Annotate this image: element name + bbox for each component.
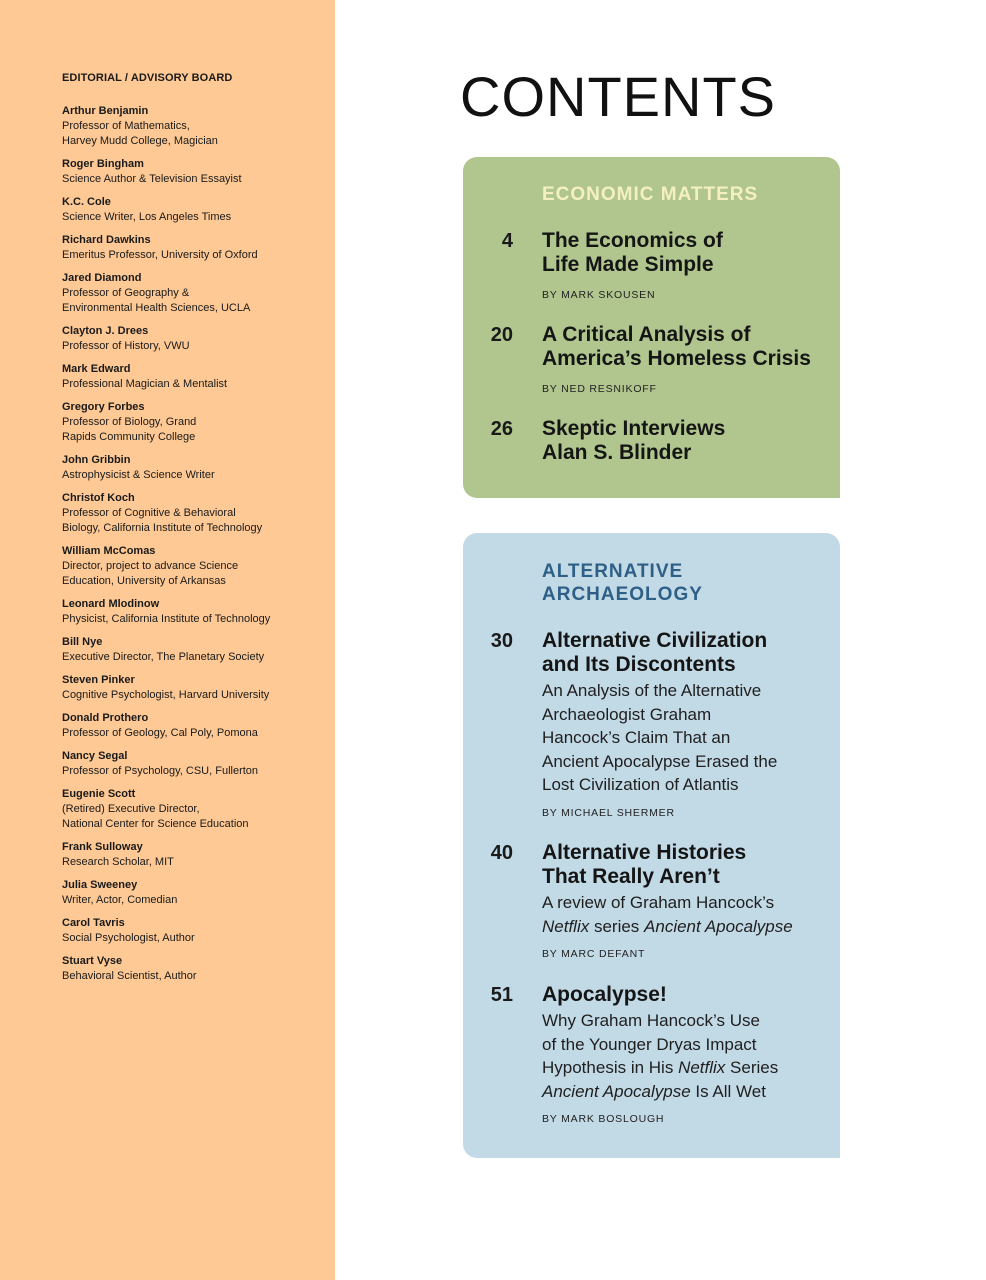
page-number: 40 [490,842,513,864]
member-name: William McComas [62,545,156,557]
article-title: Alternative Civilization and Its Discontents [542,629,768,676]
member-role: Behavioral Scientist, Author [62,970,197,982]
board-member [62,195,322,225]
board-member [62,787,322,832]
page-number: 4 [501,230,513,252]
article-author: BY MARC DEFANT [542,948,646,960]
board-member [62,749,322,779]
member-name: Carol Tavris [62,917,125,929]
article-description: An Analysis of the Alternative Archaeologist Graham Hancock’s Claim That an Ancient Apocalypse Erased the Lost Civilization of Atlantis [542,681,778,794]
member-name: Frank Sulloway [62,841,143,853]
article-title: Apocalypse! [542,983,667,1006]
member-name: Mark Edward [62,363,131,375]
member-role: Astrophysicist & Science Writer [62,469,215,481]
board-member [62,954,322,984]
board-member [62,104,322,149]
alternative-archaeology-panel [463,533,840,1158]
board-member [62,157,322,187]
member-name: Nancy Segal [62,750,128,762]
member-role: Professor of History, VWU [62,340,190,352]
member-name: Bill Nye [62,636,103,648]
board-member [62,878,322,908]
board-member [62,271,322,316]
article-author: BY NED RESNIKOFF [542,383,657,395]
member-role: Emeritus Professor, University of Oxford [62,249,258,261]
member-name: Steven Pinker [62,674,135,686]
board-member [62,491,322,536]
article-title: Skeptic Interviews Alan S. Blinder [542,417,726,464]
member-name: Julia Sweeney [62,879,138,891]
member-role: Professor of Biology, Grand Rapids Community College [62,416,197,443]
board-heading: EDITORIAL / ADVISORY BOARD [62,72,233,84]
article-author: BY MARK SKOUSEN [542,289,656,301]
member-role: (Retired) Executive Director, National Center for Science Education [62,803,249,830]
member-name: Christof Koch [62,492,135,504]
member-role: Science Author & Television Essayist [62,173,242,185]
member-name: Roger Bingham [62,158,144,170]
member-role: Professor of Geography & Environmental Health Sciences, UCLA [62,287,251,314]
contents-title: CONTENTS [460,65,776,128]
board-member [62,840,322,870]
member-name: Eugenie Scott [62,788,136,800]
member-role: Writer, Actor, Comedian [62,894,178,906]
member-name: Leonard Mlodinow [62,598,160,610]
page-number: 26 [490,418,513,440]
member-role: Executive Director, The Planetary Society [62,651,265,663]
board-member [62,711,322,741]
member-role: Professor of Psychology, CSU, Fullerton [62,765,259,777]
article-author: BY MICHAEL SHERMER [542,806,675,819]
board-member [62,544,322,589]
page-number: 30 [490,630,513,652]
member-role: Professor of Mathematics, Harvey Mudd College, Magician [62,120,218,147]
section-label-archaeology: ALTERNATIVE ARCHAEOLOGY [542,561,703,605]
member-name: Arthur Benjamin [62,105,149,117]
member-role: Professional Magician & Mentalist [62,378,228,390]
board-member-list [62,104,322,992]
member-name: Donald Prothero [62,712,149,724]
page-number: 20 [490,324,513,346]
member-role: Cognitive Psychologist, Harvard University [62,689,270,701]
member-name: Stuart Vyse [62,955,123,967]
article-author: BY MARK BOSLOUGH [542,1113,665,1125]
economic-matters-panel [463,157,840,498]
board-member [62,597,322,627]
member-role: Professor of Cognitive & Behavioral Biology, California Institute of Technology [62,507,263,534]
board-member [62,233,322,263]
member-role: Professor of Geology, Cal Poly, Pomona [62,727,258,739]
board-member [62,635,322,665]
member-name: Clayton J. Drees [62,325,149,337]
member-name: K.C. Cole [62,196,111,208]
article-description: A review of Graham Hancock’s Netflix series Ancient Apocalypse [542,893,793,936]
board-member [62,453,322,483]
board-member [62,324,322,354]
member-name: Richard Dawkins [62,234,151,246]
member-name: Gregory Forbes [62,401,145,413]
board-member [62,673,322,703]
member-name: Jared Diamond [62,272,142,284]
board-member [62,916,322,946]
member-role: Social Psychologist, Author [62,932,195,944]
member-role: Physicist, California Institute of Technology [62,613,271,625]
article-title: Alternative Histories That Really Aren’t [542,841,747,888]
member-role: Science Writer, Los Angeles Times [62,211,232,223]
member-role: Director, project to advance Science Education, University of Arkansas [62,560,239,587]
member-name: John Gribbin [62,454,131,466]
page-number: 51 [490,984,513,1006]
board-member [62,400,322,445]
article-title: The Economics of Life Made Simple [542,229,723,276]
member-role: Research Scholar, MIT [62,856,174,868]
article-description: Why Graham Hancock’s Use of the Younger Dryas Impact Hypothesis in His Netflix Series Ancient Apocalypse Is All Wet [542,1011,779,1101]
board-member [62,362,322,392]
article-title: A Critical Analysis of America’s Homeless Crisis [542,323,811,370]
advisory-board-sidebar [0,0,335,1280]
section-label-economic: ECONOMIC MATTERS [542,184,759,205]
